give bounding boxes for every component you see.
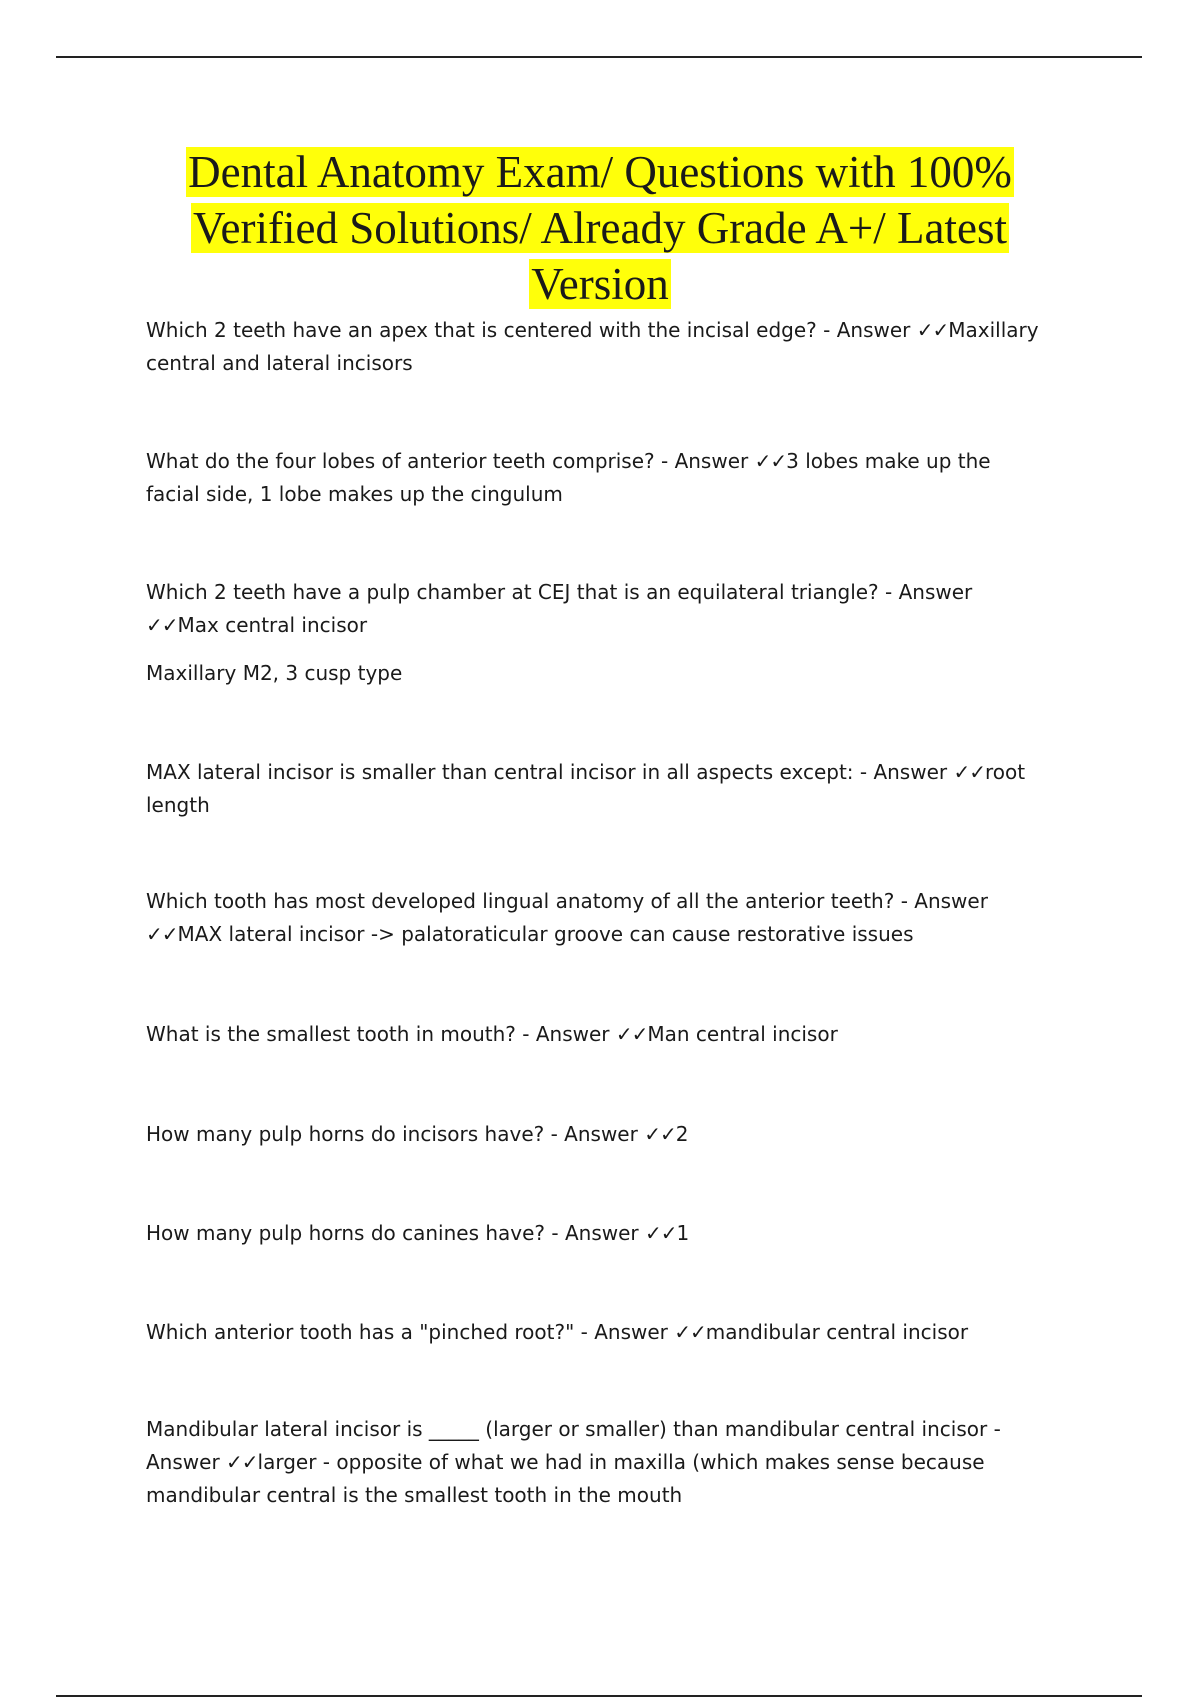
question-text: Mandibular lateral incisor is _____ (larger or smaller) than mandibular central incisor - Answer [146, 1417, 1001, 1474]
answer-text: MAX lateral incisor -> palatoraticular groove can cause restorative issues [177, 922, 914, 946]
qa-item-10 [146, 1413, 1046, 1512]
answer-text: Maxillary central and lateral incisors [146, 318, 1039, 375]
answer-text: Max central incisor [177, 613, 368, 637]
check-icon: ✓✓ [953, 760, 985, 784]
check-icon: ✓✓ [644, 1122, 676, 1146]
question-text: Which tooth has most developed lingual anatomy of all the anterior teeth? - Answer [146, 889, 988, 913]
question-text: Which 2 teeth have an apex that is centered with the incisal edge? - Answer [146, 318, 917, 342]
top-rule [56, 56, 1142, 58]
check-icon: ✓✓ [615, 1022, 648, 1046]
answer-text: 3 lobes make up the facial side, 1 lobe makes up the cingulum [146, 449, 991, 506]
answer-text: root length [146, 760, 1026, 817]
title-highlight: Dental Anatomy Exam/ Questions with 100% Verified Solutions/ Already Grade A+/ Latest Version [188, 147, 1012, 309]
qa-item-8 [146, 1217, 1046, 1250]
question-text: Which anterior tooth has a "pinched root?" - Answer [146, 1320, 675, 1344]
qa-item-4 [146, 756, 1046, 822]
check-icon: ✓✓ [916, 318, 949, 342]
bottom-rule [56, 1695, 1142, 1697]
qa-item-7 [146, 1118, 1046, 1151]
question-text: MAX lateral incisor is smaller than central incisor in all aspects except: - Answer [146, 760, 954, 784]
qa-item-1 [146, 314, 1046, 380]
answer-text: Maxillary M2, 3 cusp type [146, 661, 403, 685]
answer-text: 1 [676, 1221, 690, 1245]
question-text: What do the four lobes of anterior teeth comprise? - Answer [146, 449, 755, 473]
check-icon: ✓✓ [146, 922, 178, 946]
page-title [140, 144, 1060, 312]
check-icon: ✓✓ [754, 449, 787, 473]
qa-item-2 [146, 445, 1046, 511]
question-text: How many pulp horns do canines have? - Answer [146, 1221, 645, 1245]
qa-item-6 [146, 1018, 1046, 1051]
qa-item-3 [146, 576, 1046, 642]
qa-item-3-continued [146, 657, 1046, 690]
question-text: What is the smallest tooth in mouth? - Answer [146, 1022, 616, 1046]
check-icon: ✓✓ [644, 1221, 677, 1245]
answer-text: 2 [675, 1122, 689, 1146]
answer-text: mandibular central incisor [705, 1320, 969, 1344]
qa-item-9 [146, 1316, 1046, 1349]
answer-text: Man central incisor [647, 1022, 838, 1046]
check-icon: ✓✓ [226, 1450, 258, 1474]
question-text: Which 2 teeth have a pulp chamber at CEJ that is an equilateral triangle? - Answer [146, 580, 973, 604]
answer-text: larger - opposite of what we had in maxilla (which makes sense because mandibular central is the smallest tooth in the mouth [146, 1450, 985, 1507]
check-icon: ✓✓ [674, 1320, 706, 1344]
question-text: How many pulp horns do incisors have? - Answer [146, 1122, 645, 1146]
check-icon: ✓✓ [146, 613, 178, 637]
qa-item-5 [146, 885, 1046, 951]
